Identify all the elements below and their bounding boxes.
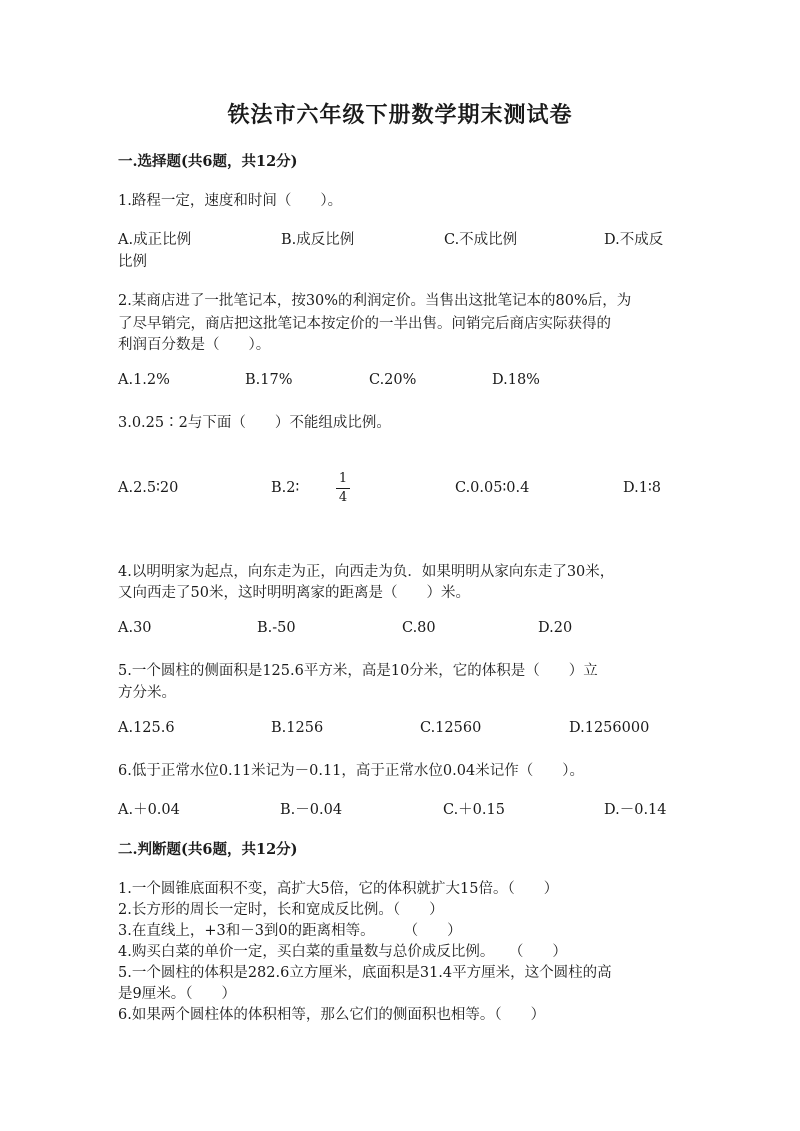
judgement-3: 3.在直线上，+3和－3到0的距离相等。 （ ） [118,923,462,939]
question-2-line-1: 2.某商店进了一批笔记本，按30%的利润定价。当售出这批笔记本的80%后，为 [118,293,632,309]
question-2-options [118,372,678,396]
option-d[interactable]: D.20 [538,620,573,636]
question-2-line-2: 了尽早销完，商店把这批笔记本按定价的一半出售。问销完后商店实际获得的 [118,316,611,332]
question-5-options [118,720,678,744]
fraction-bar [336,488,350,489]
question-5-line-1: 5.一个圆柱的侧面积是125.6平方米，高是10分米，它的体积是（ ）立 [118,663,598,679]
option-d-wrap: 比例 [118,254,147,270]
option-d[interactable]: D.不成反 [604,232,664,248]
question-3-options [118,471,678,505]
option-a[interactable]: A.＋0.04 [118,802,180,818]
option-b[interactable]: B.17% [245,372,293,388]
section-heading-choice: 一.选择题(共6题，共12分) [118,153,298,170]
question-6-options [118,798,678,822]
fraction-denominator: 4 [338,490,348,505]
question-3: 3.0.25∶2与下面（ ）不能组成比例。 [118,415,391,431]
question-1-options [118,228,678,252]
option-c[interactable]: C.12560 [420,720,482,736]
question-2-line-3: 利润百分数是（ ）。 [118,337,271,353]
option-c[interactable]: C.＋0.15 [443,802,505,818]
option-d[interactable]: D.1256000 [569,720,650,736]
option-c[interactable]: C.80 [402,620,436,636]
question-4-options [118,620,678,644]
question-4-line-1: 4.以明明家为起点，向东走为正，向西走为负．如果明明从家向东走了30米， [118,564,615,580]
question-1: 1.路程一定，速度和时间（ ）。 [118,193,343,209]
option-d[interactable]: D.－0.14 [604,802,667,818]
question-5-line-2: 方分米。 [118,685,176,701]
judgement-6: 6.如果两个圆柱体的体积相等，那么它们的侧面积也相等。（ ） [118,1007,546,1023]
option-a[interactable]: A.2.5∶20 [118,480,179,496]
section-heading-judgement: 二.判断题(共6题，共12分) [118,841,298,858]
page-title: 铁法市六年级下册数学期末测试卷 [227,102,573,128]
option-c[interactable]: C.不成比例 [444,232,518,248]
judgement-5-line-1: 5.一个圆柱的体积是282.6立方厘米，底面积是31.4平方厘米，这个圆柱的高 [118,965,612,981]
option-d[interactable]: D.18% [492,372,540,388]
judgement-2: 2.长方形的周长一定时，长和宽成反比例。（ ） [118,902,444,918]
option-c[interactable]: C.0.05∶0.4 [455,480,530,496]
option-c[interactable]: C.20% [369,372,417,388]
question-6: 6.低于正常水位0.11米记为－0.11，高于正常水位0.04米记作（ ）。 [118,763,584,779]
option-b[interactable]: B.-50 [257,620,296,636]
judgement-5-line-2: 是9厘米。（ ） [118,986,236,1002]
option-b[interactable]: B.成反比例 [281,232,355,248]
option-b[interactable]: B.1256 [271,720,324,736]
option-a[interactable]: A.30 [118,620,152,636]
fraction-numerator: 1 [338,471,348,486]
option-a[interactable]: A.成正比例 [118,232,192,248]
judgement-1: 1.一个圆锥底面积不变，高扩大5倍，它的体积就扩大15倍。（ ） [118,881,559,897]
option-d[interactable]: D.1∶8 [623,480,661,496]
option-b[interactable]: B.2∶ [271,480,300,496]
option-b[interactable]: B.－0.04 [280,802,343,818]
question-4-line-2: 又向西走了50米，这时明明离家的距离是（ ）米。 [118,585,470,601]
option-a[interactable]: A.125.6 [118,720,175,736]
judgement-4: 4.购买白菜的单价一定，买白菜的重量数与总价成反比例。 （ ） [118,944,567,960]
option-a[interactable]: A.1.2% [118,372,170,388]
fraction-one-quarter [336,472,350,505]
